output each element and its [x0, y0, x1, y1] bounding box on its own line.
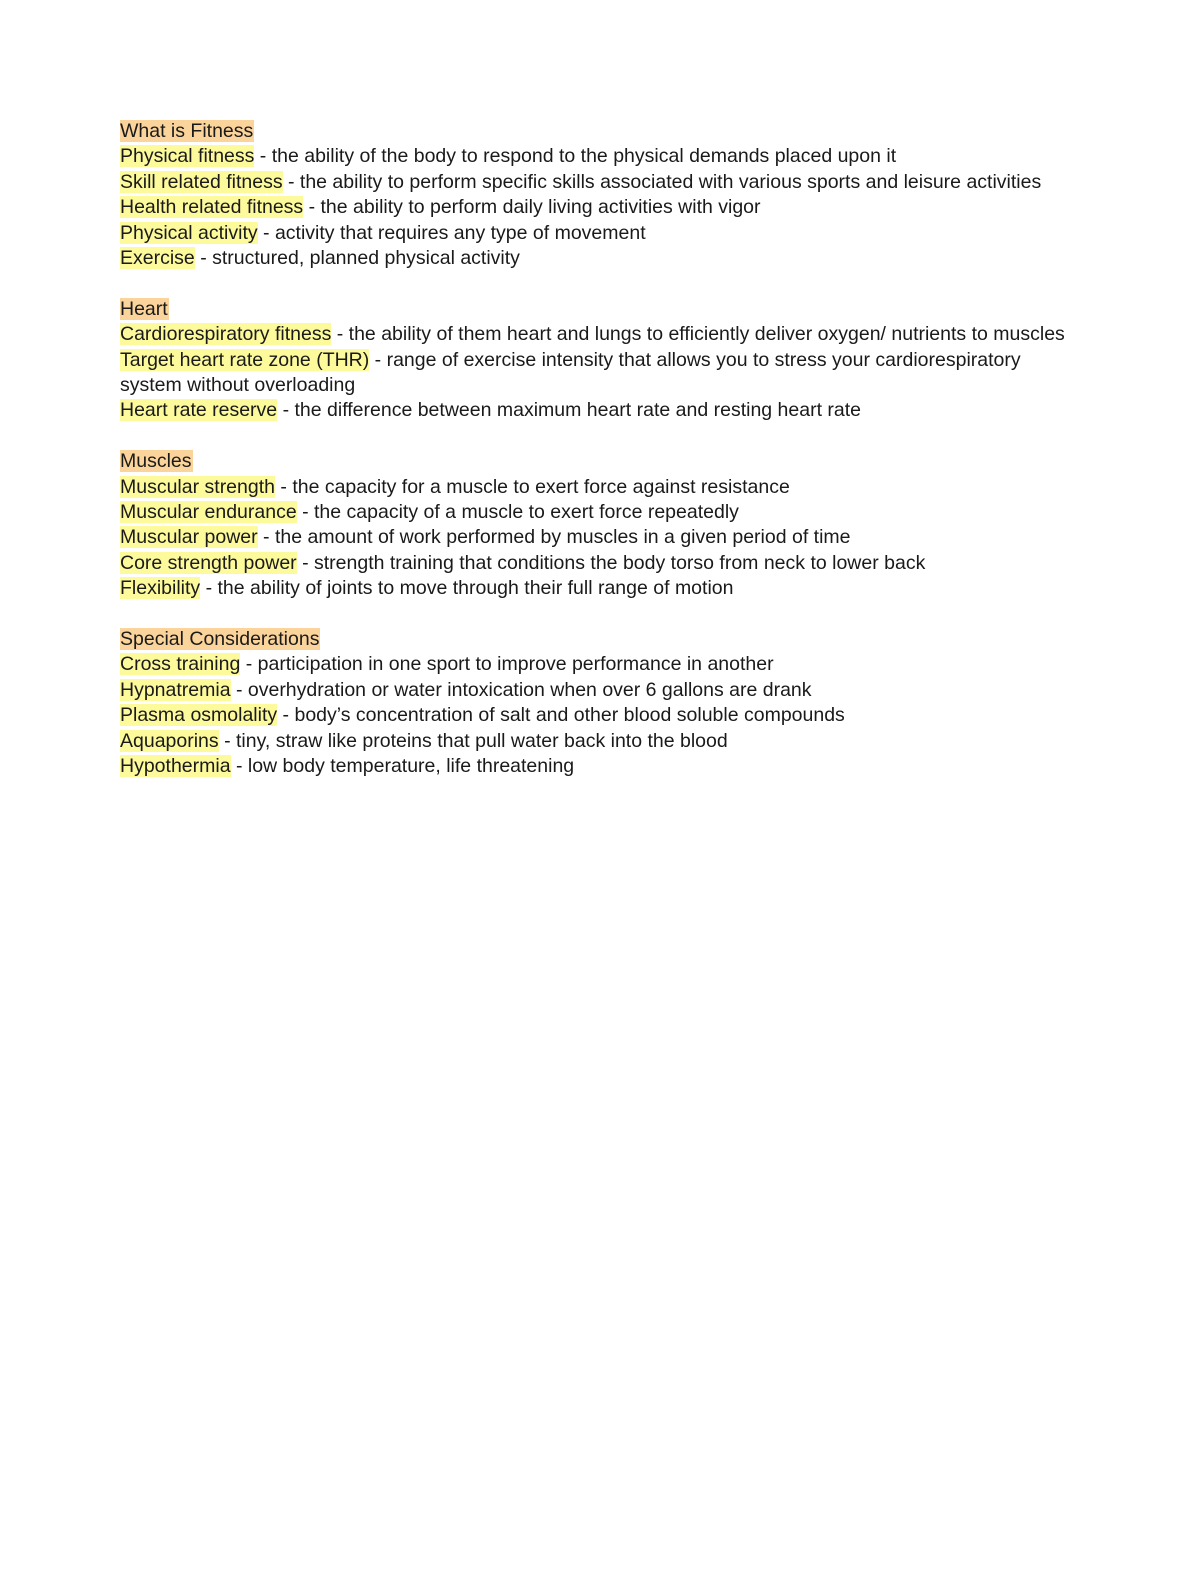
definition-entry — [120, 144, 1080, 169]
term: Exercise — [120, 247, 195, 270]
definition-entry — [120, 729, 1080, 754]
document-page — [120, 119, 1080, 805]
definition-entry — [120, 703, 1080, 728]
term: Muscular endurance — [120, 501, 297, 524]
term: Cross training — [120, 653, 241, 676]
term: Flexibility — [120, 577, 201, 600]
section-muscles — [120, 449, 1080, 601]
term: Hypnatremia — [120, 678, 231, 701]
definition-entry — [120, 576, 1080, 601]
term: Aquaporins — [120, 729, 219, 752]
definition: - activity that requires any type of movement — [257, 221, 646, 244]
term: Muscular power — [120, 526, 258, 549]
definition: - the capacity for a muscle to exert force against resistance — [274, 475, 790, 498]
section-heart — [120, 297, 1080, 424]
definition-entry — [120, 551, 1080, 576]
definition-entry — [120, 221, 1080, 246]
definition-entry — [120, 348, 1080, 399]
definition-entry — [120, 398, 1080, 423]
definition-entry — [120, 475, 1080, 500]
term: Target heart rate zone (THR) — [120, 348, 370, 371]
definition-entry — [120, 652, 1080, 677]
definition: - low body temperature, life threatening — [230, 755, 575, 778]
definition: - tiny, straw like proteins that pull water back into the blood — [218, 729, 728, 752]
definition: - the ability to perform daily living activities with vigor — [303, 196, 761, 219]
term: Heart rate reserve — [120, 399, 278, 422]
definition: - the ability of them heart and lungs to efficiently deliver oxygen/ nutrients to muscles — [331, 323, 1065, 346]
term: Cardiorespiratory fitness — [120, 323, 332, 346]
definition: - overhydration or water intoxication when over 6 gallons are drank — [230, 678, 812, 701]
section-what-is-fitness — [120, 119, 1080, 271]
definition-entry — [120, 754, 1080, 779]
definition: - the ability of joints to move through their full range of motion — [200, 577, 734, 600]
definition-entry — [120, 500, 1080, 525]
section-heading: Muscles — [120, 450, 192, 473]
term: Physical activity — [120, 221, 258, 244]
term: Physical fitness — [120, 145, 255, 168]
definition: - participation in one sport to improve performance in another — [240, 653, 774, 676]
term: Core strength power — [120, 551, 297, 574]
definition-entry — [120, 322, 1080, 347]
definition: - structured, planned physical activity — [194, 247, 520, 270]
term: Plasma osmolality — [120, 704, 278, 727]
definition: - the difference between maximum heart rate and resting heart rate — [277, 399, 862, 422]
definition-entry — [120, 525, 1080, 550]
term: Skill related fitness — [120, 170, 283, 193]
definition: - the ability of the body to respond to the physical demands placed upon it — [254, 145, 897, 168]
definition: - range of exercise intensity that allows you to stress your cardiorespiratory system without overloading — [120, 348, 1021, 397]
section-heading: Special Considerations — [120, 628, 320, 651]
section-heading: What is Fitness — [120, 120, 254, 142]
definition: - strength training that conditions the body torso from neck to lower back — [296, 551, 926, 574]
definition: - body’s concentration of salt and other blood soluble compounds — [277, 704, 845, 727]
term: Health related fitness — [120, 196, 304, 219]
definition-entry — [120, 195, 1080, 220]
definition-entry — [120, 678, 1080, 703]
definition: - the ability to perform specific skills associated with various sports and leisure activities — [282, 170, 1042, 193]
section-heading: Heart — [120, 297, 168, 320]
term: Muscular strength — [120, 475, 275, 498]
definition-entry — [120, 246, 1080, 271]
definition: - the capacity of a muscle to exert force repeatedly — [296, 501, 739, 524]
section-special-considerations — [120, 627, 1080, 779]
definition: - the amount of work performed by muscles in a given period of time — [257, 526, 851, 549]
term: Hypothermia — [120, 755, 231, 778]
definition-entry — [120, 170, 1080, 195]
